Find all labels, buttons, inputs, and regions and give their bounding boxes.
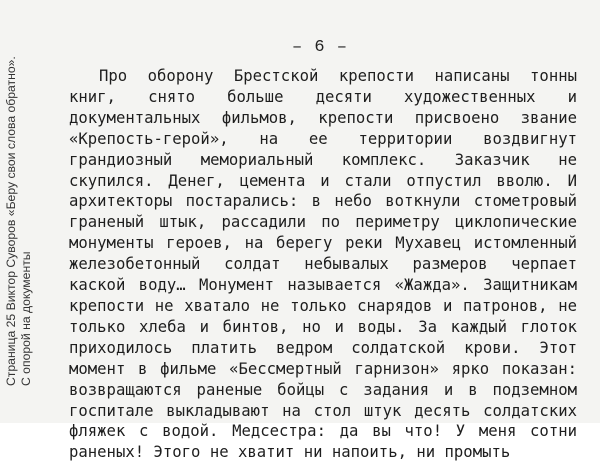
sidebar-caption: [4, 46, 44, 386]
sidebar-caption-line-2: С опорой на документы: [19, 251, 33, 386]
page-number: – 6 –: [291, 38, 348, 57]
sidebar-caption-text: [4, 46, 34, 386]
sidebar-caption-line-1: Страница 25 Виктор Суворов «Беру свои слова обратно».: [4, 56, 18, 386]
body-paragraph: Про оборону Брестской крепости написаны тонны книг, снято больше десяти художественных и документальных фильмов, крепости присвоено звание «Крепость-герой», на ее территории воздвигнут грандиозный мемориальный комплекс. Заказчик не скупился. Денег, цемента и стали отпустил вволю. И архитекторы постарались: в небо воткнули стометровый граненый штык, рассадили по периметру циклопические монументы героев, на берегу реки Мухавец истомленный железобетонный солдат небывалых размеров черпает каской воду… Монумент называется «Жажда». Защитникам крепости не хватало не только снарядов и патронов, не только хлеба и бинтов, но и воды. За каждый глоток приходилось платить ведром солдатской крови. Этот момент в фильме «Бессмертный гарнизон» ярко показан: возвращаются раненые бойцы с задания и в подземном госпитале выкладывают на стол штук десять солдатских фляжек с водой. Медсестра: да вы что! У меня сотни раненых! Этого не хватит ни напоить, ни промыть: [69, 67, 577, 462]
